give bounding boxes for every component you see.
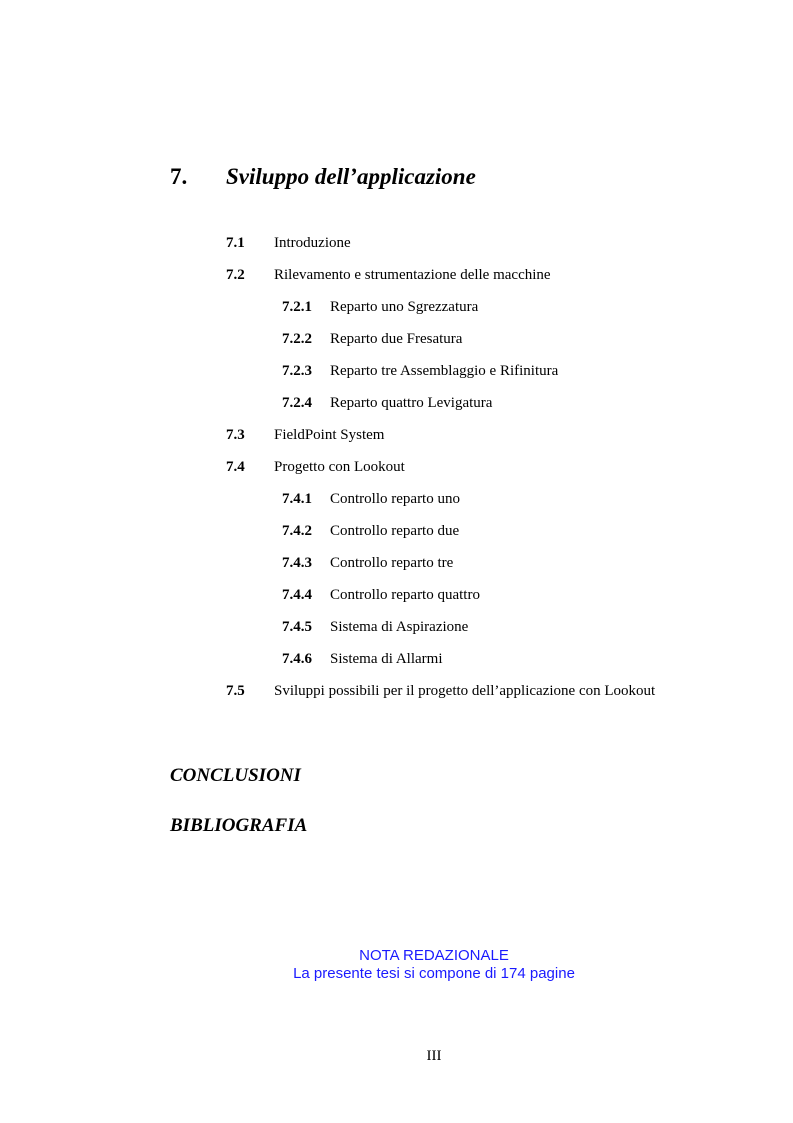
toc-entry-title: Reparto quattro Levigatura — [330, 395, 493, 411]
toc-entry-number: 7.2.1 — [282, 299, 312, 315]
toc-entry-7-2 — [226, 265, 551, 285]
toc-entry-title: Sistema di Aspirazione — [330, 619, 469, 635]
toc-entry-7-2-1 — [282, 297, 478, 317]
toc-entry-title: Reparto uno Sgrezzatura — [330, 299, 479, 315]
toc-entry-number: 7.4.5 — [282, 619, 312, 635]
toc-entry-7-1 — [226, 233, 351, 253]
toc-entry-title: Sviluppi possibili per il progetto dell’applicazione con Lookout — [274, 683, 656, 699]
toc-entry-number: 7.4.4 — [282, 587, 312, 603]
bibliography-heading: BIBLIOGRAFIA — [170, 815, 308, 836]
toc-entry-7-4 — [226, 457, 405, 477]
toc-entry-7-4-1 — [282, 489, 460, 509]
chapter-heading — [170, 164, 476, 190]
toc-entry-title: Progetto con Lookout — [274, 459, 405, 475]
toc-entry-number: 7.2.4 — [282, 395, 312, 411]
toc-entry-title: Controllo reparto quattro — [330, 587, 480, 603]
toc-entry-number: 7.2.3 — [282, 363, 312, 379]
chapter-title: Sviluppo dell’applicazione — [226, 164, 476, 189]
toc-entry-number: 7.4.3 — [282, 555, 312, 571]
chapter-number: 7. — [170, 164, 188, 189]
toc-entry-title: Controllo reparto due — [330, 523, 460, 539]
toc-entry-title: Reparto due Fresatura — [330, 331, 463, 347]
toc-entry-number: 7.4.1 — [282, 491, 312, 507]
toc-entry-7-4-6 — [282, 649, 443, 669]
toc-entry-7-5 — [226, 681, 655, 701]
toc-entry-title: Reparto tre Assemblaggio e Rifinitura — [330, 363, 559, 379]
toc-entry-title: FieldPoint System — [274, 427, 385, 443]
toc-entry-number: 7.5 — [226, 683, 245, 699]
toc-entry-title: Introduzione — [274, 235, 351, 251]
toc-entry-7-4-4 — [282, 585, 480, 605]
toc-entry-7-2-2 — [282, 329, 462, 349]
toc-entry-number: 7.4 — [226, 459, 245, 475]
toc-entry-number: 7.4.6 — [282, 651, 312, 667]
toc-entry-7-4-3 — [282, 553, 453, 573]
toc-entry-number: 7.1 — [226, 235, 245, 251]
toc-entry-7-2-4 — [282, 393, 492, 413]
toc-entry-number: 7.2.2 — [282, 331, 312, 347]
toc-entry-title: Controllo reparto tre — [330, 555, 454, 571]
toc-entry-title: Rilevamento e strumentazione delle macchine — [274, 267, 551, 283]
toc-entry-7-4-2 — [282, 521, 459, 541]
toc-entry-number: 7.4.2 — [282, 523, 312, 539]
toc-entry-title: Controllo reparto uno — [330, 491, 460, 507]
editorial-note — [234, 947, 634, 983]
toc-entry-7-4-5 — [282, 617, 468, 637]
toc-entry-7-2-3 — [282, 361, 558, 381]
toc-entry-7-3 — [226, 425, 384, 445]
conclusions-heading: CONCLUSIONI — [170, 765, 301, 786]
editorial-note-title: NOTA REDAZIONALE — [359, 947, 509, 964]
toc-entry-title: Sistema di Allarmi — [330, 651, 443, 667]
editorial-note-text: La presente tesi si compone di 174 pagine — [293, 965, 575, 982]
toc-entry-number: 7.2 — [226, 267, 245, 283]
toc-entry-number: 7.3 — [226, 427, 245, 443]
page-number: III — [426, 1048, 442, 1064]
